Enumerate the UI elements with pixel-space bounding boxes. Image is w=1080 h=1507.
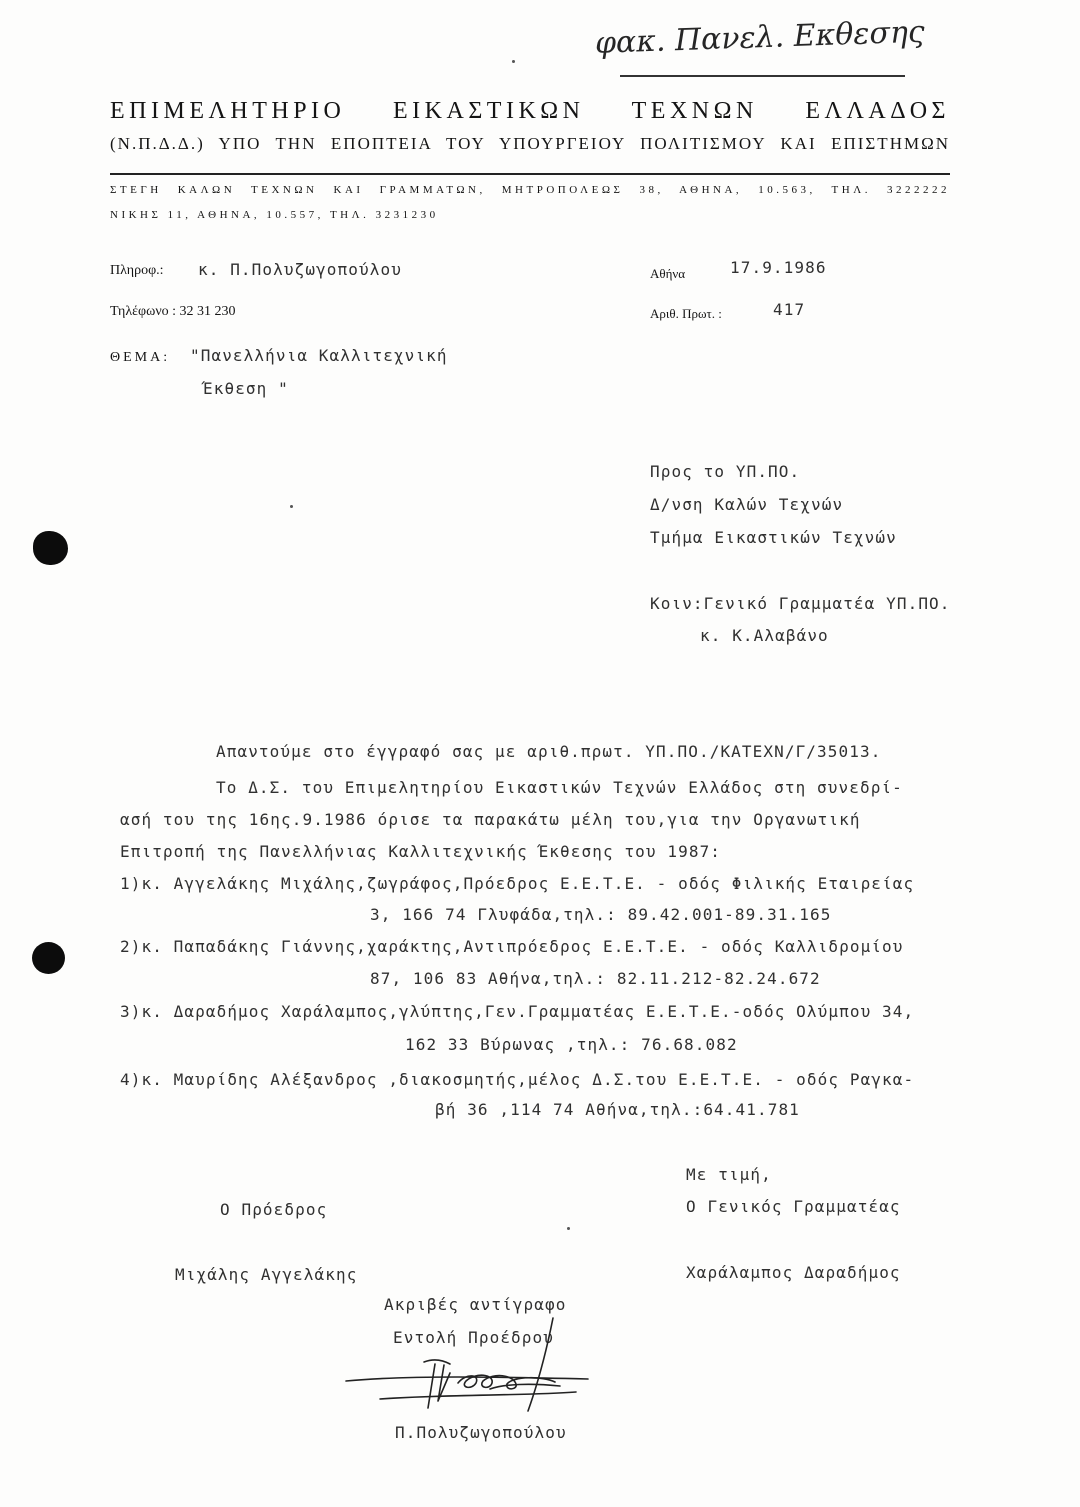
letterhead-rule <box>110 173 950 175</box>
body-line: ασή του της 16ης.9.1986 όρισε τα παρακάτω μέλη του,για την Οργανωτική <box>120 810 861 829</box>
recipient-line: Δ/νση Καλών Τεχνών <box>650 495 844 514</box>
letterhead-title: ΕΠΙΜΕΛΗΤΗΡΙΟ ΕΙΚΑΣΤΙΚΩΝ ΤΕΧΝΩΝ ΕΛΛΑΔΟΣ <box>110 98 950 124</box>
certification-name: Π.Πολυζωγοπούλου <box>395 1423 567 1442</box>
signatory-name-right: Χαράλαμπος Δαραδήμος <box>686 1263 901 1282</box>
letterhead-address-2: ΝΙΚΗΣ 11, ΑΘΗΝΑ, 10.557, ΤΗΛ. 3231230 <box>110 209 439 221</box>
signatory-name-left: Μιχάλης Αγγελάκης <box>175 1265 358 1284</box>
phone-label: Τηλέφωνο : <box>110 304 177 319</box>
closing-salutation: Με τιμή, <box>686 1165 772 1184</box>
member-address-line: 162 33 Βύρωνας ,τηλ.: 76.68.082 <box>405 1035 738 1054</box>
scan-speck <box>290 505 293 508</box>
member-address-line: 3, 166 74 Γλυφάδα,τηλ.: 89.42.001-89.31.165 <box>370 905 832 924</box>
punch-hole <box>33 531 68 565</box>
info-value: κ. Π.Πολυζωγοπούλου <box>198 260 402 279</box>
letterhead-subtitle: (Ν.Π.Δ.Δ.) ΥΠΟ ΤΗΝ ΕΠΟΠΤΕΙΑ ΤΟΥ ΥΠΟΥΡΓΕΙΟΥ ΠΟΛΙΤΙΣΜΟΥ ΚΑΙ ΕΠΙΣΤΗΜΩΝ <box>110 134 950 153</box>
punch-hole <box>32 942 65 974</box>
handwritten-underline <box>620 75 905 77</box>
signatory-title-left: Ο Πρόεδρος <box>220 1200 328 1219</box>
certification-line: Εντολή Προέδρου <box>393 1328 554 1347</box>
copy-to-line: Κοιν:Γενικό Γραμματέα ΥΠ.ΠΟ. <box>650 594 951 613</box>
phone-row <box>110 303 236 321</box>
subject-line: "Πανελλήνια Καλλιτεχνική <box>190 346 448 365</box>
place-label: Αθήνα <box>650 266 686 281</box>
body-line: Απαντούμε στο έγγραφό σας με αριθ.πρωτ. ΥΠ.ΠΟ./ΚΑΤΕΧΝ/Γ/35013. <box>216 742 882 761</box>
letter-date: 17.9.1986 <box>730 258 827 277</box>
recipient-line: Προς το ΥΠ.ΠΟ. <box>650 462 801 481</box>
signatory-title-right: Ο Γενικός Γραμματέας <box>686 1197 901 1216</box>
phone-value: 32 31 230 <box>179 304 236 319</box>
subject-line: Έκθεση " <box>203 379 289 398</box>
certification-line: Ακριβές αντίγραφο <box>384 1295 567 1314</box>
copy-to-line: κ. Κ.Αλαβάνο <box>700 626 829 645</box>
body-line: Επιτροπή της Πανελλήνιας Καλλιτεχνικής Έκθεσης του 1987: <box>120 842 722 861</box>
scan-speck <box>512 60 515 63</box>
info-label: Πληροφ.: <box>110 263 164 278</box>
letterhead-address-1: ΣΤΕΓΗ ΚΑΛΩΝ ΤΕΧΝΩΝ ΚΑΙ ΓΡΑΜΜΑΤΩΝ, ΜΗΤΡΟΠΟΛΕΩΣ 38, ΑΘΗΝΑ, 10.563, ΤΗΛ. 3222222 <box>110 184 950 196</box>
member-line: 3)κ. Δαραδήμος Χαράλαμπος,γλύπτης,Γεν.Γραμματέας Ε.Ε.Τ.Ε.-οδός Ολύμπου 34, <box>120 1002 915 1021</box>
recipient-line: Τμήμα Εικαστικών Τεχνών <box>650 528 897 547</box>
member-address-line: βή 36 ,114 74 Αθήνα,τηλ.:64.41.781 <box>435 1100 800 1119</box>
signature <box>340 1315 600 1425</box>
member-line: 1)κ. Αγγελάκης Μιχάλης,ζωγράφος,Πρόεδρος Ε.Ε.Τ.Ε. - οδός Φιλικής Εταιρείας <box>120 874 915 893</box>
handwritten-note: φακ. Πανελ. Εκθεσης <box>594 14 926 61</box>
member-line: 4)κ. Μαυρίδης Αλέξανδρος ,διακοσμητής,μέλος Δ.Σ.του Ε.Ε.Τ.Ε. - οδός Ραγκα- <box>120 1070 915 1089</box>
body-line: Το Δ.Σ. του Επιμελητηρίου Εικαστικών Τεχνών Ελλάδος στη συνεδρί- <box>216 778 903 797</box>
member-line: 2)κ. Παπαδάκης Γιάννης,χαράκτης,Αντιπρόεδρος Ε.Ε.Τ.Ε. - οδός Καλλιδρομίου <box>120 937 904 956</box>
protocol-label: Αριθ. Πρωτ. : <box>650 306 722 321</box>
subject-label: ΘΕΜΑ: <box>110 350 171 365</box>
scan-speck <box>567 1227 570 1230</box>
protocol-number: 417 <box>773 300 806 319</box>
member-address-line: 87, 106 83 Αθήνα,τηλ.: 82.11.212-82.24.672 <box>370 969 821 988</box>
